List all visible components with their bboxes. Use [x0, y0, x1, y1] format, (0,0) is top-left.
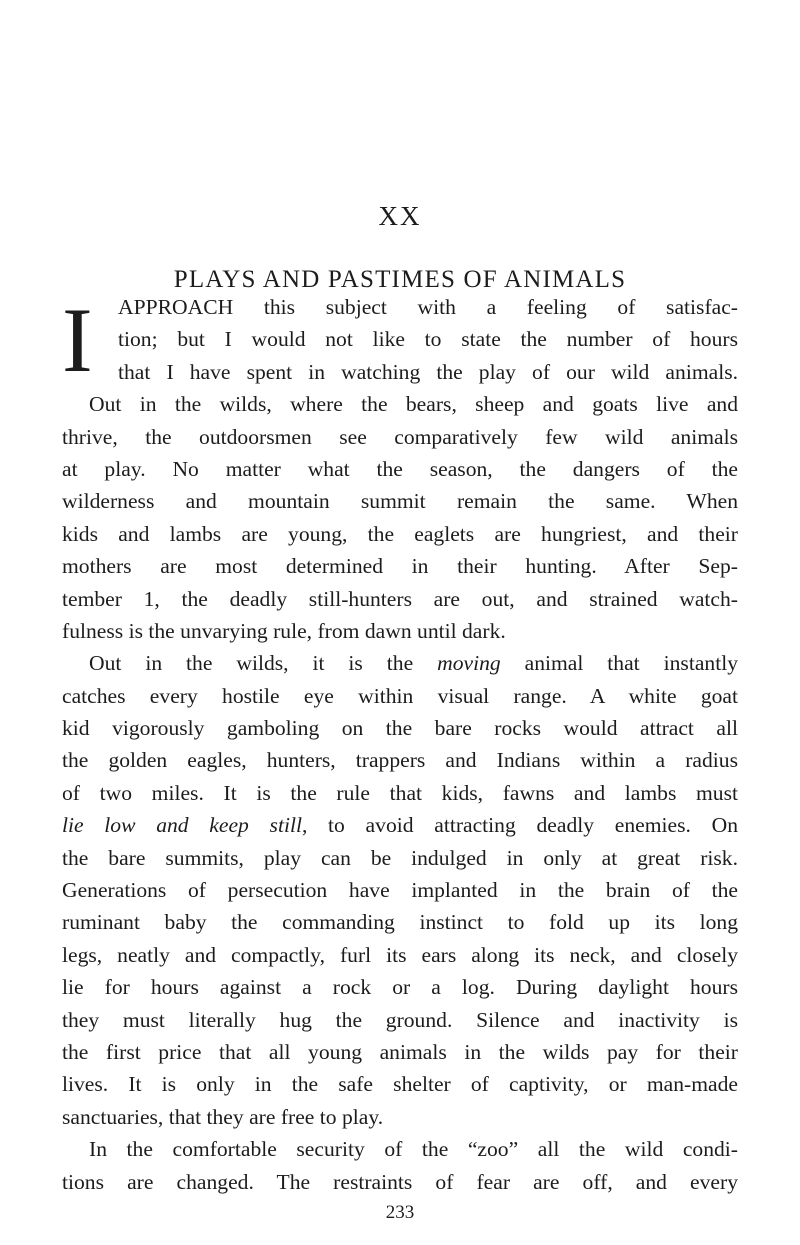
text-run: Out in the wilds, it is the	[89, 651, 438, 676]
text-line: the golden eagles, hunters, trappers and Indians within a radius	[62, 748, 738, 773]
text-line: Out in the wilds, where the bears, sheep and goats live and	[89, 392, 738, 417]
text-run: animal that instantly	[500, 651, 738, 676]
text-line: tion; but I would not like to state the number of hours	[118, 327, 738, 352]
text-line: wilderness and mountain summit remain the same. When	[62, 489, 738, 514]
text-run: , to avoid attracting deadly enemies. On	[301, 813, 738, 838]
text-line: lives. It is only in the safe shelter of captivity, or man-made	[62, 1072, 738, 1097]
italic-text: lie low and keep still	[62, 813, 302, 838]
italic-text: moving	[437, 651, 501, 676]
text-line: the bare summits, play can be indulged in only at great risk.	[62, 845, 738, 870]
text-line: tions are changed. The restraints of fear are off, and every	[62, 1169, 738, 1194]
text-line: fulness is the unvarying rule, from dawn until dark.	[62, 618, 506, 643]
text-line: mothers are most determined in their hunting. After Sep-	[62, 554, 738, 579]
chapter-title: PLAYS AND PASTIMES OF ANIMALS	[173, 266, 627, 293]
text-line: kid vigorously gamboling on the bare rocks would attract all	[62, 716, 738, 741]
text-line: In the comfortable security of the “zoo” all the wild condi-	[89, 1137, 738, 1162]
text-line: Generations of persecution have implanted in the brain of the	[62, 878, 738, 903]
text-line: sanctuaries, that they are free to play.	[62, 1104, 384, 1129]
chapter-number: XX	[378, 201, 422, 231]
text-line: tember 1, the deadly still-hunters are out, and strained watch-	[62, 586, 738, 611]
text-line: that I have spent in watching the play of our wild animals.	[118, 359, 738, 384]
text-line: at play. No matter what the season, the dangers of the	[62, 456, 738, 481]
text-line: the first price that all young animals in the wilds pay for their	[62, 1039, 738, 1064]
text-line: ruminant baby the commanding instinct to fold up its long	[62, 910, 738, 935]
page-number: 233	[385, 1202, 415, 1223]
text-line: they must literally hug the ground. Silence and inactivity is	[62, 1007, 738, 1032]
text-line: legs, neatly and compactly, furl its ears along its neck, and closely	[62, 942, 738, 967]
body-text	[62, 291, 738, 1198]
text-line: of two miles. It is the rule that kids, fawns and lambs must	[62, 780, 738, 805]
text-line: thrive, the outdoorsmen see comparatively few wild animals	[62, 424, 738, 449]
text-line: APPROACH this subject with a feeling of satisfac-	[118, 295, 738, 319]
drop-cap-letter: I	[62, 300, 93, 380]
text-line: kids and lambs are young, the eaglets are hungriest, and their	[62, 521, 738, 546]
text-line: lie for hours against a rock or a log. During daylight hours	[62, 975, 738, 1000]
text-line	[62, 647, 738, 679]
text-line	[62, 809, 738, 841]
text-line: catches every hostile eye within visual range. A white goat	[62, 683, 738, 708]
